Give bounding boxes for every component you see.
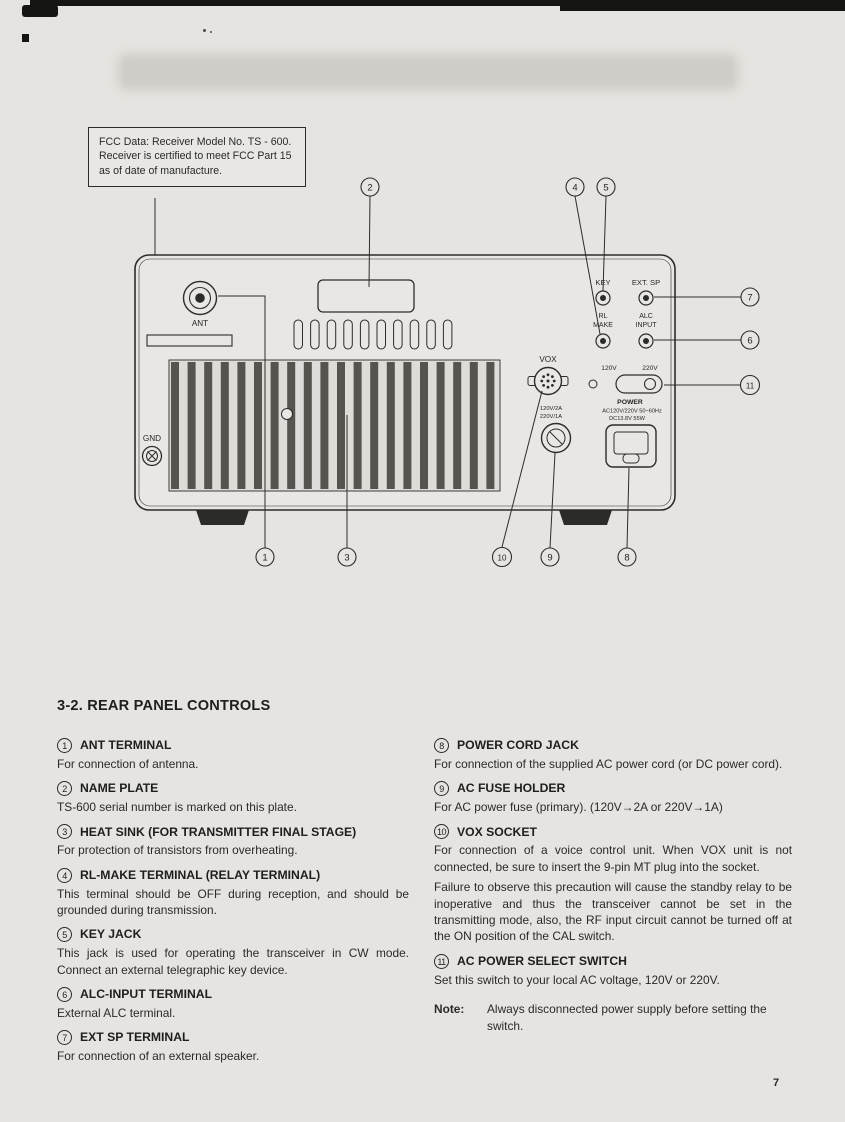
item-name-plate (57, 780, 409, 815)
item-number-circle: 9 (434, 781, 449, 796)
item-title (57, 780, 409, 797)
callout-7-number: 7 (747, 292, 753, 304)
page-number: 7 (773, 1077, 780, 1089)
column-left (57, 729, 409, 1065)
note-body: Always disconnected power supply before setting the switch. (487, 1002, 767, 1033)
item-alc-input-terminal (57, 986, 409, 1021)
item-body: This terminal should be OFF during reception, and should be grounded during transmission. (57, 886, 409, 917)
voltage-120-label: 120V (601, 365, 617, 372)
item-title-text: HEAT SINK (FOR TRANSMITTER FINAL STAGE) (80, 824, 357, 839)
scan-artifact (210, 31, 212, 33)
callout-9 (541, 548, 559, 566)
column-right (434, 729, 792, 1034)
item-number-circle: 10 (434, 824, 449, 839)
item-title-text: EXT SP TERMINAL (80, 1030, 190, 1045)
dc-rating-label: DC13.8V 55W (609, 416, 645, 422)
item-title (57, 824, 409, 841)
panel-foot-right (559, 510, 612, 525)
callout-3 (338, 548, 356, 566)
item-title-text: ALC-INPUT TERMINAL (80, 987, 213, 1002)
callout-2 (361, 178, 379, 196)
item-number-circle: 2 (57, 781, 72, 796)
callout-11-number: 11 (745, 381, 755, 391)
callout-3-number: 3 (344, 552, 350, 564)
item-title-text: AC FUSE HOLDER (457, 781, 566, 796)
callout-8-number: 8 (624, 552, 630, 564)
panel-foot-left (196, 510, 249, 525)
voltage-220-label: 220V (642, 365, 658, 372)
rear-panel-diagram (0, 115, 845, 580)
ext-sp-jack (639, 291, 653, 305)
item-body: External ALC terminal. (57, 1005, 176, 1020)
item-body: For connection of an external speaker. (57, 1049, 260, 1064)
callout-10-number: 10 (497, 553, 507, 563)
item-title (57, 737, 409, 754)
key-jack (596, 291, 610, 305)
ext-sp-label: EXT. SP (631, 278, 661, 287)
item-power-cord-jack (434, 737, 792, 772)
item-title (434, 824, 792, 841)
power-label: POWER (617, 399, 643, 406)
key-label: KEY (595, 278, 611, 287)
item-body: For connection of the supplied AC power cord (or DC power cord). (434, 756, 783, 771)
item-body-2: Failure to observe this precaution will cause the standby relay to be inoperative and thus the transceiver cannot be set in the transmitting mode, also, the RF input circuit cannot be turned off at the ON position of the CAL switch. (434, 880, 792, 944)
item-ac-power-select-switch (434, 953, 792, 988)
scan-artifact (22, 34, 29, 42)
vox-label: VOX (539, 355, 557, 364)
panel-hole (282, 409, 293, 420)
ant-label: ANT (191, 319, 209, 328)
item-body: TS-600 serial number is marked on this plate. (57, 800, 297, 815)
item-ant-terminal (57, 737, 409, 772)
item-rl-make-terminal (57, 867, 409, 919)
scan-artifact (203, 29, 206, 32)
item-number-circle: 8 (434, 738, 449, 753)
item-number-circle: 1 (57, 738, 72, 753)
item-body: For connection of a voice control unit. When VOX unit is not connected, be sure to insert the 9-pin MT plug into the socket. (434, 843, 792, 874)
scan-artifact (560, 0, 845, 11)
section-heading: 3-2. REAR PANEL CONTROLS (57, 698, 271, 714)
fuse-120-label: 120V/2A (539, 406, 563, 412)
fuse-holder (542, 424, 571, 453)
callout-10 (493, 548, 512, 567)
power-cord-jack (606, 425, 656, 467)
item-title-text: ANT TERMINAL (80, 738, 172, 752)
item-heat-sink (57, 824, 409, 859)
callout-8 (618, 548, 636, 566)
item-key-jack (57, 926, 409, 978)
item-title (57, 926, 409, 943)
item-number-circle: 5 (57, 927, 72, 942)
item-title-text: NAME PLATE (80, 781, 159, 796)
item-title-text: AC POWER SELECT SWITCH (457, 953, 627, 968)
make-label: MAKE (593, 322, 613, 329)
item-title (434, 737, 792, 754)
scan-artifact (22, 5, 58, 17)
item-title (434, 780, 792, 797)
item-number-circle: 11 (434, 954, 449, 969)
callout-11 (741, 376, 760, 395)
gnd-label: GND (142, 434, 162, 443)
alc-label: ALC (639, 313, 653, 320)
item-number-circle: 6 (57, 987, 72, 1002)
ac-rating-label: AC120V/220V 50~60Hz (602, 408, 662, 415)
callout-6-number: 6 (747, 335, 753, 347)
item-number-circle: 3 (57, 824, 72, 839)
name-plate (318, 280, 414, 312)
item-body: For connection of antenna. (57, 756, 199, 771)
item-title-text: KEY JACK (80, 927, 142, 942)
callout-2-number: 2 (367, 182, 373, 194)
item-title (57, 867, 409, 884)
note-block (434, 1001, 792, 1034)
note-label: Note: (434, 1002, 465, 1017)
item-title-text: RL-MAKE TERMINAL (RELAY TERMINAL) (80, 867, 321, 882)
callout-5 (597, 178, 615, 196)
callout-1 (256, 548, 274, 566)
callout-1-number: 1 (262, 552, 268, 564)
item-title (57, 986, 409, 1003)
input-label: INPUT (635, 322, 657, 329)
callout-9-number: 9 (547, 552, 553, 564)
item-body: This jack is used for operating the transceiver in CW mode. Connect an external telegraphic key device. (57, 946, 409, 977)
callout-4-number: 4 (572, 182, 578, 194)
rl-label: RL (598, 313, 608, 320)
item-title (57, 1029, 409, 1046)
print-through-ghost (118, 54, 738, 90)
rl-make-terminal (596, 334, 610, 348)
fuse-220-label: 220V/1A (539, 414, 563, 420)
serial-plate-slot (147, 335, 232, 346)
item-title (434, 953, 792, 970)
callout-6 (741, 331, 759, 349)
item-number-circle: 7 (57, 1030, 72, 1045)
item-body: For AC power fuse (primary). (120V→2A or 220V→1A) (434, 800, 723, 815)
fcc-note-text: FCC Data: Receiver Model No. TS - 600. Receiver is certified to meet FCC Part 15 as of date of manufacture. (99, 136, 292, 177)
item-body: For protection of transistors from overheating. (57, 843, 298, 858)
item-title-text: VOX SOCKET (457, 824, 537, 839)
callout-7 (741, 288, 759, 306)
ant-connector (184, 282, 217, 315)
gnd-terminal (143, 447, 162, 466)
item-number-circle: 4 (57, 868, 72, 883)
callout-5-number: 5 (603, 182, 609, 194)
item-title-text: POWER CORD JACK (457, 738, 579, 752)
item-body: Set this switch to your local AC voltage, 120V or 220V. (434, 972, 720, 987)
item-ac-fuse-holder (434, 780, 792, 815)
callout-4 (566, 178, 584, 196)
heat-sink (169, 360, 500, 491)
item-vox-socket (434, 824, 792, 945)
alc-input-terminal (639, 334, 653, 348)
item-ext-sp-terminal (57, 1029, 409, 1064)
